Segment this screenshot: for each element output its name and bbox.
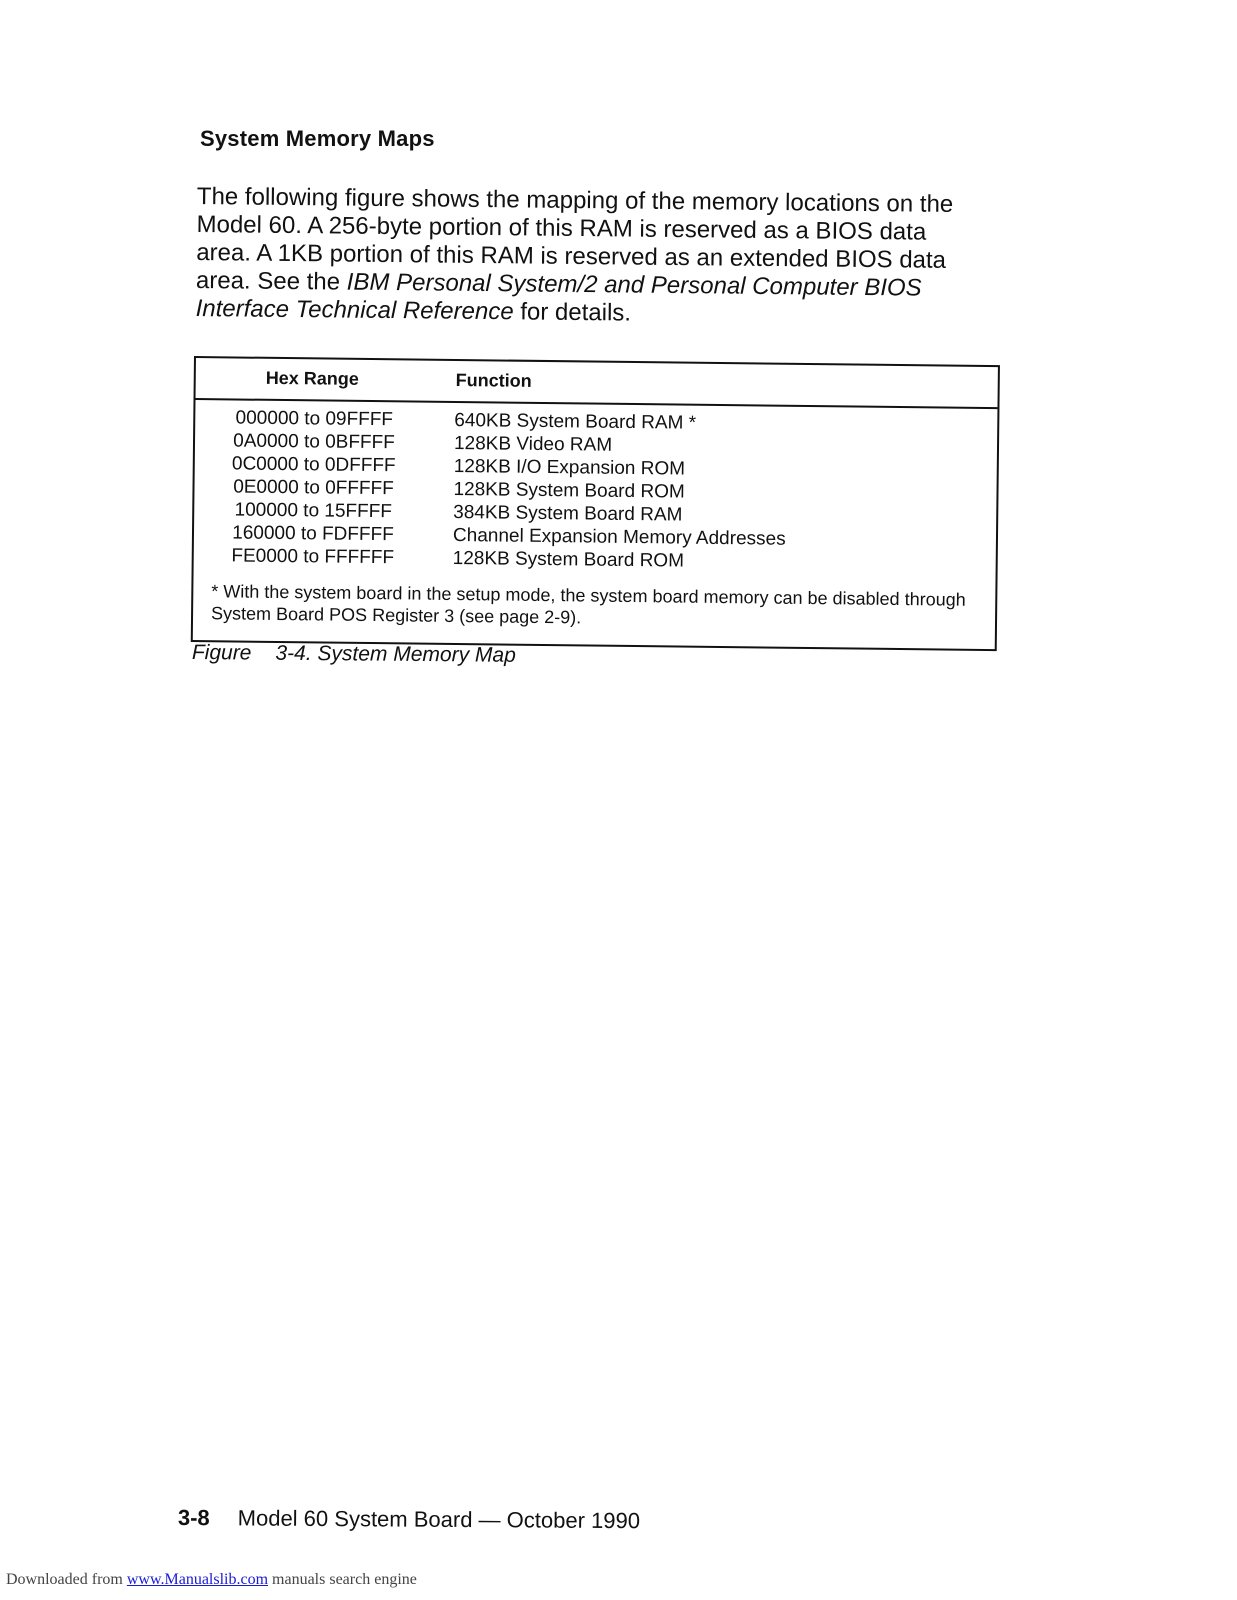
figure-caption (192, 641, 516, 668)
hex-range-cell: 0C0000 to 0DFFFF (231, 453, 396, 477)
header-function: Function (455, 369, 532, 391)
section-heading: System Memory Maps (200, 126, 435, 151)
function-cell: 128KB System Board ROM (453, 478, 685, 503)
intro-text-after: for details. (513, 298, 632, 327)
hex-range-cell: 0A0000 to 0BFFFF (233, 430, 395, 454)
watermark-prefix: Downloaded from (6, 1571, 127, 1588)
figure-title: 3-4. System Memory Map (275, 641, 516, 667)
function-cell: 640KB System Board RAM * (454, 409, 697, 434)
hex-range-cell: FE0000 to FFFFFF (231, 545, 395, 569)
intro-paragraph (196, 183, 987, 331)
memory-map-table (191, 356, 1000, 651)
hex-range-cell: 000000 to 09FFFF (235, 407, 394, 431)
footer-text: Model 60 System Board — October 1990 (237, 1505, 641, 1534)
figure-label: Figure (191, 641, 252, 665)
function-cell: 128KB System Board ROM (452, 547, 685, 572)
intro-text-before: The following figure shows the mapping of the memory locations on the Model 60. A 256-byte portion of this RAM is reserved as a BIOS data area. A 1KB portion of this RAM is reserved as an extended BIOS data area. See the (195, 183, 954, 296)
watermark-suffix: manuals search engine (268, 1571, 417, 1588)
hex-range-cell: 160000 to FDFFFF (232, 522, 394, 546)
hex-range-cell: 0E0000 to 0FFFFF (233, 476, 394, 500)
function-cell: 384KB System Board RAM (453, 501, 683, 526)
header-hex-range: Hex Range (265, 367, 359, 389)
page-footer (178, 1505, 640, 1534)
page-number: 3-8 (177, 1505, 210, 1531)
manualslib-link[interactable]: www.Manualslib.com (126, 1571, 269, 1588)
table-footnote: * With the system board in the setup mode, the system board memory can be disabled through System Board POS Register 3 (see page 2-9). (210, 581, 966, 628)
download-watermark (6, 1571, 417, 1589)
reference-title: IBM Personal System/2 and Personal Computer BIOS Interface Technical Reference (195, 268, 922, 326)
table-body (194, 406, 998, 576)
function-cell: 128KB Video RAM (453, 432, 613, 456)
function-cell: 128KB I/O Expansion ROM (453, 455, 686, 480)
hex-range-cell: 100000 to 15FFFF (234, 499, 393, 523)
table-header (196, 358, 998, 409)
function-cell: Channel Expansion Memory Addresses (452, 524, 786, 550)
